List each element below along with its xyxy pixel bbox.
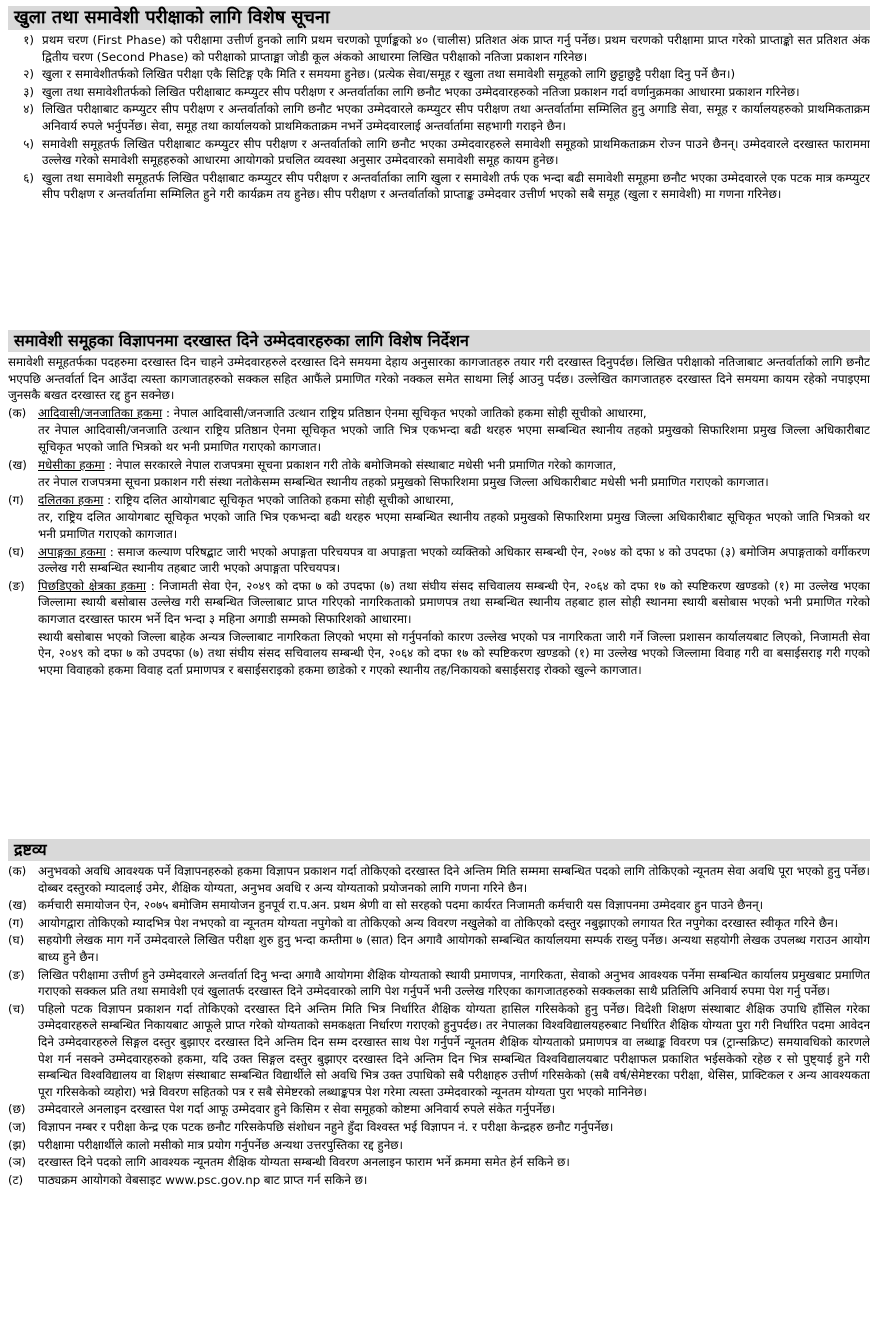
item-text	[38, 578, 870, 628]
item-number: (ञ)	[8, 1155, 26, 1170]
section2-title: समावेशी समूहका विज्ञापनमा दरखास्त दिने उम्मेदवारहरुका लागि विशेष निर्देशन	[8, 330, 870, 352]
list-item	[8, 1001, 870, 1101]
item-number: (ङ)	[8, 967, 25, 982]
item-number: (घ)	[8, 544, 25, 559]
item-continuation: स्थायी बसोबास भएको जिल्ला बाहेक अन्यत्र जिल्लाबाट नागरिकता लिएको भएमा सो गर्नुपर्नाको कारण उल्लेख भएको पत्र नागरिकता जारी गर्ने जिल्ला प्रशासन कार्यालयबाट लिएको, निजामती सेवा ऐन, २०४९ को दफा ७ को उपदफा (७) तथा संघीय संसद सचिवालय सम्बन्धी ऐन, २०६४ को दफा १७ को स्पष्टिकरण खण्डको (१) मा उल्लेख भएको जिल्लामा विवाह गरी वा बसाईसराइ गरी गएको भएमा विवाहको हकमा विवाह दर्ता प्रमाणपत्र र बसाईसराइको हकमा छाडेको र गएको स्थानीय तह/निकायको बसाईसराइ रोक्को खुल्ने कागजात।	[38, 629, 870, 677]
list-item	[8, 492, 870, 509]
list-item	[8, 101, 870, 134]
section2-intro: समावेशी समूहतर्फका पदहरुमा दरखास्त दिन चाहने उम्मेदवारहरुले दरखास्त दिने समयमा देहाय अनुसारका कागजातहरु तयार गरी दरखास्त दिनुपर्दछ। लिखित परीक्षाको नतिजाबाट अन्तर्वार्ताको लागि छनौट भएपछि अन्तर्वार्ता दिन आउँदा त्यस्ता कागजातहरुको सक्कल सहित आफैंले प्रमाणित गरेको नक्कल समेत साथमा लिई आउनु पर्दछ। उल्लेखित कागजातहरु दरखास्त दिने समयमा कायम रहेको नपाइएमा जुनसकै बखत दरखास्त रद्द हुन सक्नेछ।	[8, 355, 870, 403]
item-desc: : नेपाल आदिवासी/जनजाति उत्थान राष्ट्रिय प्रतिष्ठान ऐनमा सूचिकृत भएको जातिको हकमा सोही सूचीको आधारमा,	[165, 405, 647, 420]
item-number: (घ)	[8, 933, 25, 948]
item-number: (झ)	[8, 1137, 27, 1152]
item-number: (ख)	[8, 898, 27, 913]
item-text: खुला र समावेशीतर्फको लिखित परीक्षा एकै सिटिङ्ग एकै मिति र समयमा हुनेछ। (प्रत्येक सेवा/समूह र खुला तथा समावेशी समूहको लागि छुट्टाछुट्टै परीक्षा दिनु पर्ने छैन।)	[42, 67, 736, 82]
item-continuation: तर, राष्ट्रिय दलित आयोगबाट सूचिकृत भएको जाति भित्र एकभन्दा बढी थरहरु भएमा सम्बन्धित स्थानीय तहको प्रमुखको सिफारिशमा प्रमुख जिल्ला अधिकारीबाट सूचिकृत भएको जाति भित्रको थर भनी प्रमाणित गराएको कागजात।	[38, 510, 870, 541]
item-text: कर्मचारी समायोजन ऐन, २०७५ बमोजिम समायोजन हुनपूर्व रा.प.अन. प्रथम श्रेणी वा सो सरहको पदमा कार्यरत निजामती कर्मचारी यस विज्ञापनमा उम्मेदवार हुन पाउने छैनन्।	[38, 898, 764, 913]
item-label: दलितका हकमा	[38, 492, 104, 507]
item-text	[38, 492, 870, 509]
list-item	[8, 405, 870, 422]
item-label: मधेसीका हकमा	[38, 457, 105, 472]
item-text: अनुभवको अवधि आवश्यक पर्ने विज्ञापनहरुको हकमा विज्ञापन प्रकाशन गर्दा तोकिएको दरखास्त दिने अन्तिम मिति सम्ममा सम्बन्धित पदको लागि तोकिएको न्यूनतम सेवा अवधि पूरा भएको हुनु पर्नेछ। दोब्बर दस्तुरको म्यादलाई उमेर, शैक्षिक योग्यता, अनुभव अवधि र अन्य योग्यताको प्रयोजनको लागि गणना गरिने छैन।	[38, 864, 870, 895]
item-number: (ख)	[8, 457, 27, 472]
item-number: ५)	[23, 136, 34, 151]
list-item	[8, 84, 870, 101]
item-number: (ग)	[8, 492, 24, 507]
item-number: (क)	[8, 405, 27, 420]
item-text: आयोगद्वारा तोकिएको म्यादभित्र पेश नभएको वा न्यूनतम योग्यता नपुगेको वा तोकिएको अन्य विवरण नखुलेको वा तोकिएको दस्तुर नबुझाएको लगायत रित नपुगेका दरखास्त स्वीकृत गरिने छैन।	[38, 915, 839, 930]
item-desc: : नेपाल सरकारले नेपाल राजपत्रमा सूचना प्रकाशन गरी तोके बमोजिमको संस्थाबाट मधेसी भनी प्रमाणित गरेको कागजात,	[108, 457, 617, 472]
item-text	[38, 457, 870, 474]
item-text: समावेशी समूहतर्फ लिखित परीक्षाबाट कम्प्युटर सीप परीक्षण र अन्तर्वार्ताको लागि छनौट भएका उम्मेदवारहरुले समावेशी समूहको प्राथमिकताक्रम रोज्न पाउने छैनन्। उम्मेदवारले दरखास्त फाराममा उल्लेख गरेको समावेशी समूहहरुको आधारमा आयोगको प्रचलित व्यवस्था अनुसार उम्मेदवारको समावेशी समूह कायम हुनेछ।	[42, 136, 870, 168]
list-item	[8, 967, 870, 1000]
item-desc: : समाज कल्याण परिषद्बाट जारी भएको अपाङ्गता परिचयपत्र वा अपाङ्गता भएको व्यक्तिको अधिकार सम्बन्धी ऐन, २०७४ को दफा ४ को उपदफा (३) बमोजिम अपाङ्गताको वर्गीकरण उल्लेख गरी सम्बन्धित स्थानीय तहबाट जारी भएको अपाङ्गता परिचयपत्र।	[38, 544, 870, 576]
item-desc: : राष्ट्रिय दलित आयोगबाट सूचिकृत भएको जातिको हकमा सोही सूचीको आधारमा,	[107, 492, 455, 507]
item-label: अपाङ्गका हकमा	[38, 544, 106, 559]
item-number: १)	[23, 33, 34, 47]
item-number: (च)	[8, 1001, 25, 1016]
item-text: दरखास्त दिने पदको लागि आवश्यक न्यूनतम शैक्षिक योग्यता सम्बन्धी विवरण अनलाइन फाराम भर्ने क्रममा समेत हेर्न सकिने छ।	[38, 1155, 570, 1170]
item-label: पिछडिएको क्षेत्रका हकमा	[38, 578, 146, 593]
list-item	[8, 544, 870, 577]
section1-title: खुला तथा समावेशी परीक्षाको लागि विशेष सूचना	[8, 6, 870, 30]
item-number: ३)	[23, 84, 34, 99]
item-text: विज्ञापन नम्बर र परीक्षा केन्द्र एक पटक छनौट गरिसकेपछि संशोधन नहुने हुँदा विश्वस्त भई विज्ञापन नं. र परीक्षा केन्द्रहरु छनौट गर्नुपर्नेछ।	[38, 1119, 614, 1134]
list-item	[8, 863, 870, 896]
list-item	[8, 1172, 870, 1189]
list-item	[8, 170, 870, 203]
item-number: (क)	[8, 864, 27, 878]
list-item	[8, 1137, 870, 1154]
item-text: पाठ्यक्रम आयोगको वेबसाइट www.psc.gov.np बाट प्राप्त गर्न सकिने छ।	[38, 1172, 368, 1187]
list-item	[8, 457, 870, 474]
list-item	[8, 932, 870, 965]
item-text: खुला तथा समावेशीतर्फको लिखित परीक्षाबाट कम्प्युटर सीप परीक्षण र अन्तर्वार्ताका लागि छनौट भएका उम्मेदवारहरुको नतिजा प्रकाशन गर्दा वर्णानुक्रमका आधारमा प्रकाशन गरिनेछ।	[42, 84, 800, 99]
section3-list	[8, 863, 870, 1189]
list-item	[8, 136, 870, 169]
section1-list	[8, 32, 870, 330]
item-text: लिखित परीक्षाबाट कम्प्युटर सीप परीक्षण र अन्तर्वार्ताको लागि छनौट भएका उम्मेदवारले कम्प्युटर सीप परीक्षण तथा अन्तर्वार्तामा सम्मिलित हुनु अगाडि सेवा, समूह र कार्यालयहरुको प्राथमिकताक्रम अनिवार्य रुपले भर्नुपर्नेछ। सेवा, समूह तथा कार्यालयको प्राथमिकताक्रम नभर्ने उम्मेदवारलाई अन्तर्वार्तामा सहभागी गराइने छैन।	[42, 102, 870, 133]
list-item	[8, 32, 870, 65]
list-item	[8, 1101, 870, 1118]
list-item	[8, 1119, 870, 1136]
item-number: ६)	[23, 170, 34, 185]
item-number: ४)	[23, 102, 34, 117]
item-number: (ग)	[8, 915, 24, 930]
item-number: (छ)	[8, 1102, 26, 1117]
list-item	[8, 1154, 870, 1171]
item-number: (ज)	[8, 1119, 26, 1134]
item-number: (ट)	[8, 1172, 24, 1187]
item-number: (ङ)	[8, 578, 25, 593]
item-text: खुला तथा समावेशी समूहतर्फ लिखित परीक्षाबाट कम्प्युटर सीप परीक्षण र अन्तर्वार्ताका लागि खुला र समावेशी तर्फ एक भन्दा बढी समावेशी समूहमा छनौट भएका उम्मेदवारले एक पटक मात्र कम्प्युटर सीप परीक्षण र अन्तर्वार्तामा सम्मिलित हुने गरी कार्यक्रम तय हुनेछ। सीप परीक्षण र अन्तर्वार्ताको प्राप्ताङ्क उम्मेदवार उत्तीर्ण भएको सबै समूह (खुला र समावेशी) मा गणना गरिनेछ।	[42, 170, 870, 202]
item-continuation: तर नेपाल आदिवासी/जनजाति उत्थान राष्ट्रिय प्रतिष्ठान ऐनमा सूचिकृत भएको जाति भित्र एकभन्दा बढी थरहरु भएमा सम्बन्धित स्थानीय तहको प्रमुखको सिफारिशमा प्रमुख जिल्ला अधिकारीबाट सूचिकृत भएको जाति भित्रको थर भनी प्रमाणित गराएको कागजात।	[38, 423, 870, 454]
list-item	[8, 897, 870, 914]
section3-title: द्रष्टव्य	[8, 839, 870, 861]
item-text: पहिलो पटक विज्ञापन प्रकाशन गर्दा तोकिएको दरखास्त दिने अन्तिम मिति भित्र निर्धारित शैक्षिक योग्यता हासिल गरिसकेको हुनु पर्नेछ। विदेशी शिक्षण संस्थाबाट शैक्षिक उपाधि हाँसिल गरेका उम्मेदवारहरुले सम्बन्धित निकायबाट आफूले प्राप्त गरेको योग्यताको समकक्षता निर्धारण गराएको हुनुपर्दछ। तर नेपालका विश्वविद्यालयहरुबाट निर्धारित शैक्षिक योग्यता पुरा गरी निर्धारित पदमा आवेदन दिने उम्मेदवारहरुले सिङ्गल दस्तुर बुझाएर दरखास्त दिने अन्तिम दिन सम्म दरखास्त साथ पेश गर्नुपर्ने न्यूनतम शैक्षिक योग्यताको प्रमाणपत्र वा लब्धाङ्क विवरण पत्र (ट्रान्सक्रिप्ट) समयावधिको कारणले पेश गर्न नसक्ने उम्मेदवारहरुको हकमा, यदि उक्त सिङ्गल दस्तुर बुझाएर दरखास्त दिने अन्तिम दिन भित्र सम्बन्धित विश्वविद्यालयबाट परीक्षाफल प्रकाशित भईसकेको रहेछ र सो पुष्ट्याई हुने गरी सम्बन्धित विश्वविद्यालय वा शिक्षण संस्थाबाट सम्बन्धित विद्यार्थीले सो अवधि भित्र उक्त उपाधिको सबै परीक्षाहरु उत्तीर्ण गरिसकेको (सबै वर्ष/सेमेष्टरका परीक्षा, थेसिस, प्राक्टिकल र अन्य आवश्यकता पूरा गरिसकेको व्यहोरा) भन्ने विवरण सहितको पत्र र सबै सेमेष्टरको लब्धाङ्कपत्र पेश गरेमा त्यस्ता उम्मेदवारको न्यूनतम योग्यता पुरा भएको मानिनेछ।	[38, 1001, 870, 1099]
item-text	[38, 405, 870, 422]
item-text: परीक्षामा परीक्षार्थीले कालो मसीको मात्र प्रयोग गर्नुपर्नेछ अन्यथा उत्तरपुस्तिका रद्द हुनेछ।	[38, 1137, 403, 1152]
item-label: आदिवासी/जनजातिका हकमा	[38, 405, 163, 420]
section2-body	[8, 354, 870, 839]
item-continuation: तर नेपाल राजपत्रमा सूचना प्रकाशन गरी संस्था नतोकेसम्म सम्बन्धित स्थानीय तहको प्रमुखको सिफारिशमा प्रमुख जिल्ला अधिकारीबाट मधेसी भनी प्रमाणित गराएको कागजात।	[38, 475, 769, 490]
item-desc: : निजामती सेवा ऐन, २०४९ को दफा ७ को उपदफा (७) तथा संघीय संसद सचिवालय सम्बन्धी ऐन, २०६४ को दफा १७ को स्पष्टिकरण खण्डको (१) मा उल्लेख भएका जिल्लामा स्थायी बसोबास उल्लेख गरी सम्बन्धित जिल्लाबाट प्राप्त गरिएको नागरिकताको प्रमाणपत्र तथा सम्बन्धित स्थानीय तहबाट हाल सोही स्थानमा स्थायी बसोबास भएको भनी प्रमाणित गरेको कागजात दरखास्त फारम भर्ने दिन भन्दा ३ महिना अगाडी सम्मको सिफारिशको आधारमा।	[38, 578, 870, 626]
item-text: उम्मेदवारले अनलाइन दरखास्त पेश गर्दा आफू उम्मेदवार हुने किसिम र सेवा समूहको कोष्टमा अनिवार्य रुपले संकेत गर्नुपर्नेछ।	[38, 1102, 556, 1117]
list-item	[8, 578, 870, 628]
item-text: लिखित परीक्षामा उत्तीर्ण हुने उम्मेदवारले अन्तर्वार्ता दिनु भन्दा अगावै आयोगमा शैक्षिक योग्यताको स्थायी प्रमाणपत्र, नागरिकता, सेवाको अनुभव आवश्यक पर्नेमा सम्बन्धित कार्यालय प्रमुखबाट प्रमाणित गराएको सक्कल प्रति तथा समावेशी एवं खुलातर्फ दरखास्त दिने उम्मेदवारको लागि पेश गर्नुपर्ने भनी उल्लेख गरिएका कागजातहरुको सक्कलका साथै प्रतिलिपि अनिवार्य रुपमा पेश गर्नु पर्नेछ।	[38, 967, 870, 999]
list-item	[8, 915, 870, 932]
item-text	[38, 544, 870, 577]
list-item	[8, 66, 870, 83]
item-text: सहयोगी लेखक माग गर्ने उम्मेदवारले लिखित परीक्षा शुरु हुनु भन्दा कम्तीमा ७ (सात) दिन अगावै आयोगको सम्बन्धित कार्यालयमा सम्पर्क राख्नु पर्नेछ। अन्यथा सहयोगी लेखक उपलब्ध गराउन आयोग बाध्य हुने छैन।	[38, 933, 870, 964]
item-text: प्रथम चरण (First Phase) को परीक्षामा उत्तीर्ण हुनको लागि प्रथम चरणको पूर्णाङ्कको ४० (चालीस) प्रतिशत अंक प्राप्त गर्नु पर्नेछ। प्रथम चरणको परीक्षामा प्राप्त गरेको प्राप्ताङ्को सत प्रतिशत अंक द्वितीय चरण (Second Phase) को परीक्षाको प्राप्ताङ्मा जोडी कूल अंकको आधारमा लिखित परीक्षाको नतिजा प्रकाशन गरिनेछ।	[42, 33, 870, 64]
item-number: २)	[23, 67, 34, 82]
